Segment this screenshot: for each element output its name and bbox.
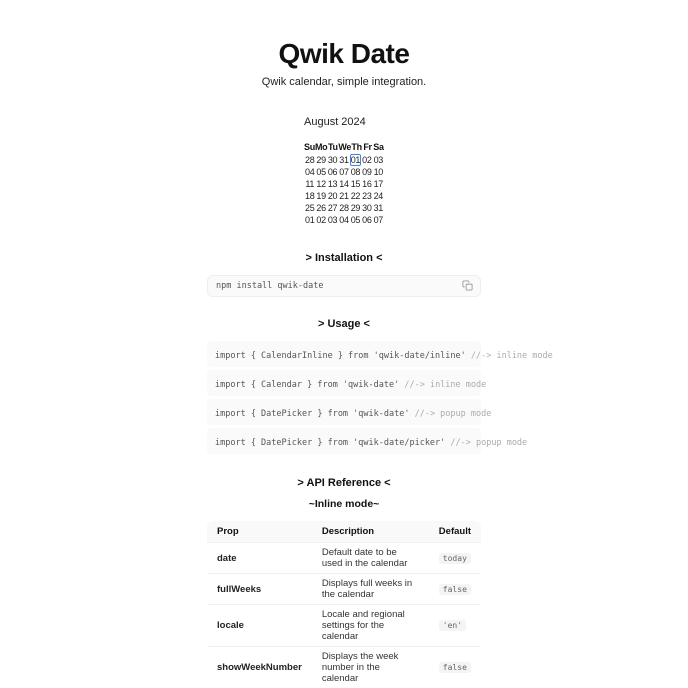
- calendar-grid: [304, 154, 384, 226]
- calendar-day-header: Mo: [314, 142, 328, 152]
- calendar-day-cell[interactable]: 01: [305, 215, 315, 225]
- calendar-day-cell[interactable]: 29: [316, 155, 326, 165]
- calendar-day-cell[interactable]: 30: [362, 203, 372, 213]
- calendar-day-cell[interactable]: 25: [305, 203, 315, 213]
- calendar-day-cell[interactable]: 06: [327, 167, 338, 177]
- calendar-day-cell[interactable]: 04: [305, 167, 315, 177]
- default-cell: [429, 604, 481, 646]
- calendar-day-cell[interactable]: 23: [362, 191, 372, 201]
- calendar-day-cell[interactable]: 06: [362, 215, 372, 225]
- table-header-row: [207, 521, 481, 542]
- default-cell: [429, 542, 481, 573]
- calendar-day-cell[interactable]: 19: [316, 191, 326, 201]
- install-command: npm install qwik-date: [216, 281, 324, 291]
- calendar-day-cell[interactable]: 05: [350, 215, 361, 225]
- calendar-widget: [304, 116, 384, 226]
- calendar-day-cell[interactable]: 02: [362, 155, 372, 165]
- calendar-day-cell[interactable]: 29: [350, 203, 361, 213]
- calendar-day-cell[interactable]: 08: [350, 167, 361, 177]
- page-subtitle: Qwik calendar, simple integration.: [261, 76, 427, 88]
- calendar-day-cell[interactable]: 24: [373, 191, 383, 201]
- calendar-day-cell[interactable]: 07: [339, 167, 349, 177]
- prop-cell: date: [207, 542, 312, 573]
- default-cell: [429, 646, 481, 688]
- prop-cell: fullWeeks: [207, 573, 312, 604]
- calendar-day-header: Sa: [373, 142, 384, 152]
- calendar-day-cell[interactable]: 12: [316, 179, 326, 189]
- description-cell: Displays full weeks in the calendar: [312, 573, 429, 604]
- table-row: [207, 604, 481, 646]
- default-value-chip: false: [439, 662, 471, 673]
- calendar-day-cell[interactable]: 03: [327, 215, 338, 225]
- calendar-day-cell[interactable]: 27: [327, 203, 338, 213]
- prop-cell: locale: [207, 604, 312, 646]
- table-row: [207, 646, 481, 688]
- copy-button[interactable]: [460, 279, 474, 293]
- default-cell: [429, 573, 481, 604]
- calendar-day-cell[interactable]: 01: [350, 155, 361, 165]
- table-body: [207, 542, 481, 688]
- calendar-day-header: Th: [351, 142, 362, 152]
- table-column-header: Default: [429, 521, 481, 542]
- calendar-day-cell[interactable]: 09: [362, 167, 372, 177]
- calendar-day-cell[interactable]: 21: [339, 191, 349, 201]
- calendar-day-cell[interactable]: 10: [373, 167, 383, 177]
- installation-heading: > Installation <: [305, 252, 383, 264]
- clipboard-icon: [462, 279, 473, 294]
- description-cell: Displays the week number in the calendar: [312, 646, 429, 688]
- default-value-chip: 'en': [439, 620, 466, 631]
- install-code-block: [207, 275, 481, 297]
- api-props-table: [207, 521, 481, 688]
- default-value-chip: false: [439, 584, 471, 595]
- usage-code-line: import { Calendar } from 'qwik-date' //-> inline mode: [207, 370, 481, 396]
- table-column-header: Description: [312, 521, 429, 542]
- calendar-day-cell[interactable]: 14: [339, 179, 349, 189]
- usage-code-line: import { CalendarInline } from 'qwik-date/inline' //-> inline mode: [207, 341, 481, 367]
- calendar-day-cell[interactable]: 31: [373, 203, 383, 213]
- page-title: Qwik Date: [278, 38, 410, 69]
- table-row: [207, 573, 481, 604]
- calendar-day-cell[interactable]: 28: [339, 203, 349, 213]
- calendar-day-cell[interactable]: 05: [316, 167, 326, 177]
- calendar-day-cell[interactable]: 03: [373, 155, 383, 165]
- calendar-day-cell[interactable]: 30: [327, 155, 338, 165]
- description-cell: Default date to be used in the calendar: [312, 542, 429, 573]
- prop-cell: showWeekNumber: [207, 646, 312, 688]
- calendar-day-cell[interactable]: 20: [327, 191, 338, 201]
- calendar-day-cell[interactable]: 04: [339, 215, 349, 225]
- calendar-day-cell[interactable]: 15: [350, 179, 361, 189]
- usage-code-block: [207, 341, 553, 454]
- calendar-day-cell[interactable]: 22: [350, 191, 361, 201]
- calendar-month-label: August 2024: [304, 116, 366, 128]
- calendar-day-cell[interactable]: 13: [327, 179, 338, 189]
- inline-mode-subheading: ~Inline mode~: [308, 498, 380, 510]
- calendar-day-cell[interactable]: 18: [305, 191, 315, 201]
- calendar-day-header: Su: [304, 142, 315, 152]
- calendar-day-cell[interactable]: 26: [316, 203, 326, 213]
- description-cell: Locale and regional settings for the calendar: [312, 604, 429, 646]
- calendar-day-cell[interactable]: 02: [316, 215, 326, 225]
- calendar-day-cell[interactable]: 07: [373, 215, 383, 225]
- usage-code-line: import { DatePicker } from 'qwik-date/picker' //-> popup mode: [207, 428, 481, 454]
- calendar-day-cell[interactable]: 11: [305, 179, 315, 189]
- api-reference-heading: > API Reference <: [297, 477, 391, 489]
- page: [207, 0, 553, 688]
- usage-heading: > Usage <: [318, 318, 370, 330]
- usage-code-line: import { DatePicker } from 'qwik-date' //-> popup mode: [207, 399, 481, 425]
- calendar-day-header: Fr: [363, 142, 372, 152]
- table-column-header: Prop: [207, 521, 312, 542]
- calendar-day-cell[interactable]: 16: [362, 179, 372, 189]
- calendar-day-cell[interactable]: 31: [339, 155, 349, 165]
- default-value-chip: today: [439, 553, 471, 564]
- calendar-day-cell[interactable]: 28: [305, 155, 315, 165]
- calendar-day-headers: [304, 142, 384, 152]
- table-row: [207, 542, 481, 573]
- calendar-day-header: Tu: [327, 142, 338, 152]
- calendar-day-header: We: [338, 142, 352, 152]
- calendar-day-cell[interactable]: 17: [373, 179, 383, 189]
